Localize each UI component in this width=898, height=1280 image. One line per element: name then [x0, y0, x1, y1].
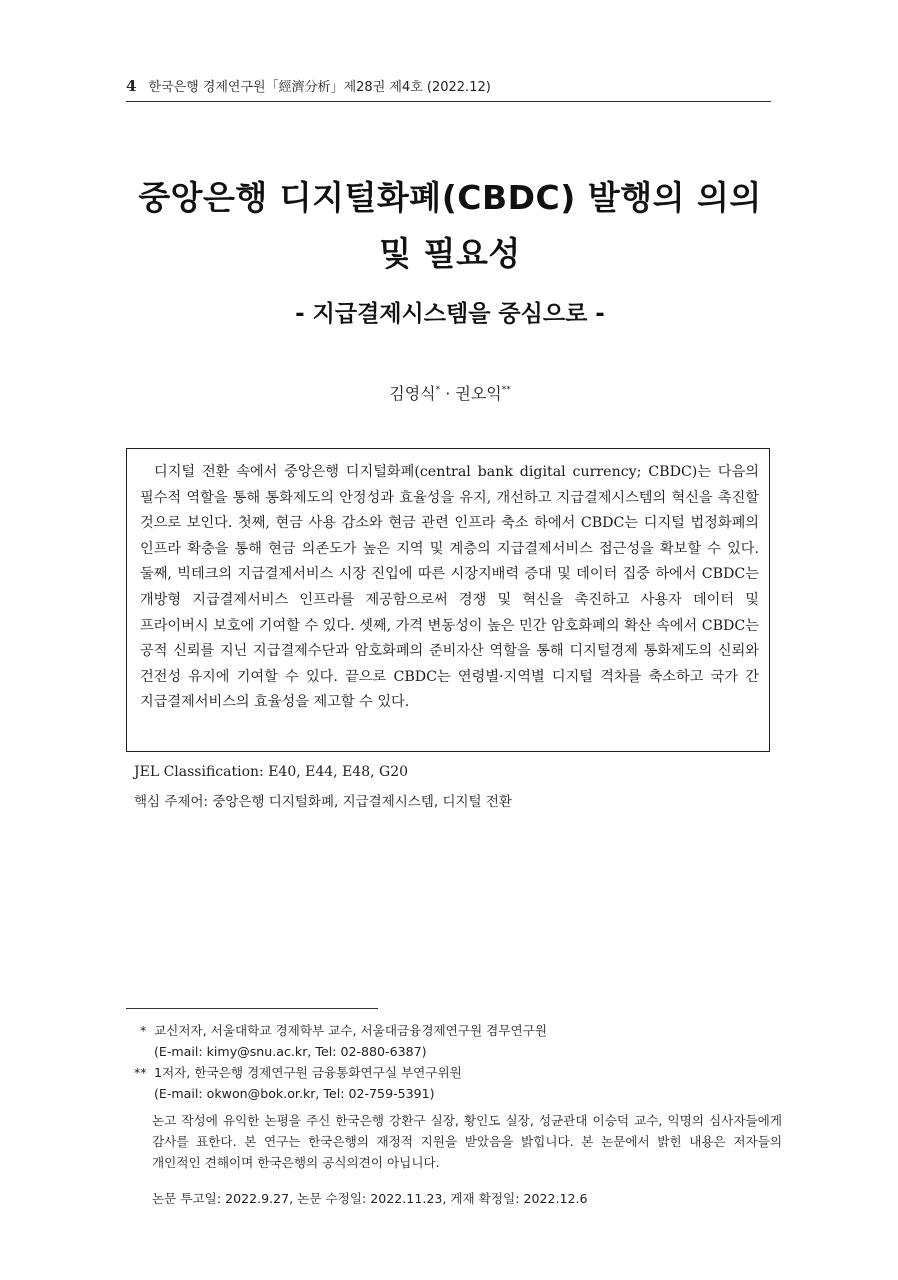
footnote-1-mark: * [140, 1023, 147, 1038]
abstract-text: 디지털 전환 속에서 중앙은행 디지털화폐(central bank digital currency; CBDC)는 다음의 필수적 역할을 통해 통화제도의 안정성과 효율성을 유지, 개선하고 지급결제시스템의 혁신을 촉진할 것으로 보인다. 첫째, 현금 사용 감소와 현금 관련 인프라 축소 하에서 CBDC는 디지털 법정화폐의 인프라 확충을 통해 현금 의존도가 높은 지역 및 계층의 지급결제서비스 접근성을 확보할 수 있다. 둘째, 빅테크의 지급결제서비스 시장 진입에 따른 시장지배력 증대 및 데이터 집중 하에서 CBDC는 개방형 지급결제서비스 인프라를 제공함으로써 경쟁 및 혁신을 촉진하고 사용자 데이터 및 프라이버시 보호에 기여할 수 있다. 셋째, 가격 변동성이 높은 민간 암호화폐의 확산 속에서 CBDC는 공적 신뢰를 지닌 지급결제수단과 암호화폐의 준비자산 역할을 통해 디지털경제 통화제도의 신뢰와 건전성 유지에 기여할 수 있다. 끝으로 CBDC는 연령별·지역별 디지털 격차를 축소하고 국가 간 지급결제서비스의 효율성을 제고할 수 있다. [140, 464, 759, 711]
keywords: 핵심 주제어: 중앙은행 디지털화폐, 지급결제시스템, 디지털 전환 [134, 794, 512, 810]
footnote-1-contact: (E-mail: kimy@snu.ac.kr, Tel: 02-880-6387) [154, 1044, 427, 1059]
author-separator: · [445, 384, 451, 403]
author-1: 김영식 [389, 384, 436, 403]
author-2-mark: ** [501, 385, 511, 395]
footnote-2-contact: (E-mail: okwon@bok.or.kr, Tel: 02-759-5391) [154, 1086, 435, 1101]
footnote-1 [140, 1020, 780, 1041]
footnote-divider [126, 1008, 378, 1009]
footnote-1-text: 교신저자, 서울대학교 경제학부 교수, 서울대금융경제연구원 겸무연구원 [154, 1023, 547, 1038]
title-line-2: 및 필요성 [379, 234, 521, 273]
journal-citation: 한국은행 경제연구원「經濟分析」제28권 제4호 (2022.12) [148, 80, 491, 95]
author-1-mark: * [435, 385, 441, 395]
abstract-box [126, 448, 770, 752]
footnote-2 [134, 1062, 780, 1083]
footnote-2-mark: ** [134, 1065, 147, 1080]
title-line-1: 중앙은행 디지털화폐(CBDC) 발행의 의의 [138, 178, 762, 217]
paper-title [100, 170, 800, 282]
acknowledgement: 논고 작성에 유익한 논평을 주신 한국은행 강환구 실장, 황인도 실장, 성균관대 이승덕 교수, 익명의 심사자들에게 감사를 표한다. 본 연구는 한국은행의 재정적 지원을 받았음을 밝힙니다. 본 논문에서 밝힌 내용은 저자들의 개인적인 견해이며 한국은행의 공식의견이 아닙니다. [152, 1113, 782, 1170]
author-2: 권오익 [455, 384, 502, 403]
author-line [100, 381, 800, 404]
footnote-2-text: 1저자, 한국은행 경제연구원 금융통화연구실 부연구위원 [154, 1065, 462, 1080]
page-number: 4 [126, 77, 137, 95]
header-divider [126, 101, 771, 102]
footnotes [134, 1020, 780, 1104]
submission-dates: 논문 투고일: 2022.9.27, 논문 수정일: 2022.11.23, 게재 확정일: 2022.12.6 [152, 1191, 588, 1206]
running-header [126, 76, 771, 95]
paper-subtitle: - 지급결제시스템을 중심으로 - [295, 301, 605, 327]
jel-classification: JEL Classification: E40, E44, E48, G20 [134, 764, 409, 780]
